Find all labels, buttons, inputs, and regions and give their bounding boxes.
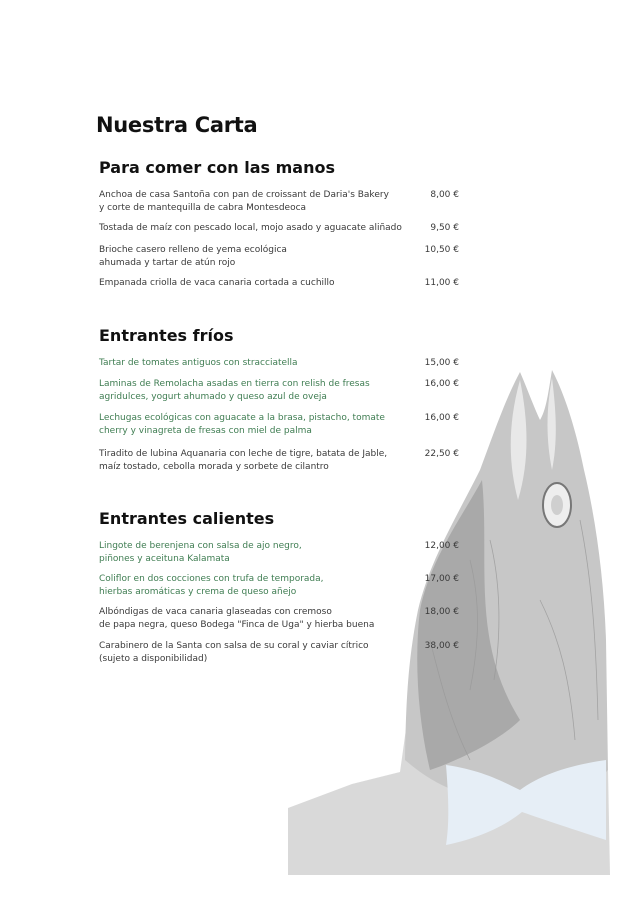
menu-item-price: 11,00 € xyxy=(424,278,459,288)
menu-item-price: 22,50 € xyxy=(424,449,459,459)
section-title-para-comer: Para comer con las manos xyxy=(99,158,335,177)
menu-item xyxy=(99,222,459,235)
menu-item-description: Carabinero de la Santa con salsa de su coral y caviar cítrico (sujeto a disponibilidad) xyxy=(99,641,369,664)
menu-item-description: Empanada criolla de vaca canaria cortada a cuchillo xyxy=(99,278,335,288)
page-title: Nuestra Carta xyxy=(96,113,258,137)
menu-item-price: 8,00 € xyxy=(430,190,459,200)
menu-item-description: Lechugas ecológicas con aguacate a la brasa, pistacho, tomate cherry y vinagreta de fresas con miel de palma xyxy=(99,413,385,436)
menu-item-description: Tiradito de lubina Aquanaria con leche de tigre, batata de Jable, maíz tostado, cebolla morada y sorbete de cilantro xyxy=(99,449,388,472)
menu-item-price: 38,00 € xyxy=(424,641,459,651)
menu-item-description: Lingote de berenjena con salsa de ajo negro, piñones y aceituna Kalamata xyxy=(99,541,302,564)
menu-item xyxy=(99,640,459,665)
menu-item-description: Albóndigas de vaca canaria glaseadas con cremoso de papa negra, queso Bodega "Finca de Uga" y hierba buena xyxy=(99,607,375,630)
menu-item-price: 15,00 € xyxy=(424,358,459,368)
menu-item-description: Coliflor en dos cocciones con trufa de temporada, hierbas aromáticas y crema de queso añejo xyxy=(99,574,324,597)
menu-item xyxy=(99,606,459,631)
menu-item-description: Brioche casero relleno de yema ecológica ahumada y tartar de atún rojo xyxy=(99,245,287,268)
section-title-entrantes-calientes: Entrantes calientes xyxy=(99,509,275,528)
menu-item-description: Tostada de maíz con pescado local, mojo asado y aguacate aliñado xyxy=(99,223,402,233)
menu-item-price: 16,00 € xyxy=(424,413,459,423)
menu-item-price: 17,00 € xyxy=(424,574,459,584)
section-title-entrantes-frios: Entrantes fríos xyxy=(99,326,234,345)
menu-item xyxy=(99,378,459,403)
menu-item xyxy=(99,277,459,290)
menu-item-price: 10,50 € xyxy=(424,245,459,255)
menu-item-price: 9,50 € xyxy=(430,223,459,233)
menu-item-description: Laminas de Remolacha asadas en tierra con relish de fresas agridulces, yogurt ahumado y queso azul de oveja xyxy=(99,379,370,402)
menu-item xyxy=(99,412,459,437)
menu-item xyxy=(99,448,459,473)
menu-item xyxy=(99,244,459,269)
menu-item-price: 12,00 € xyxy=(424,541,459,551)
menu-item-description: Tartar de tomates antiguos con stracciatella xyxy=(99,358,298,368)
menu-item-description: Anchoa de casa Santoña con pan de croissant de Daria's Bakery y corte de mantequilla de cabra Montesdeoca xyxy=(99,190,389,213)
menu-item xyxy=(99,189,459,214)
menu-item xyxy=(99,540,459,565)
menu-item-price: 16,00 € xyxy=(424,379,459,389)
menu-item-price: 18,00 € xyxy=(424,607,459,617)
menu-item xyxy=(99,357,459,370)
menu-item xyxy=(99,573,459,598)
